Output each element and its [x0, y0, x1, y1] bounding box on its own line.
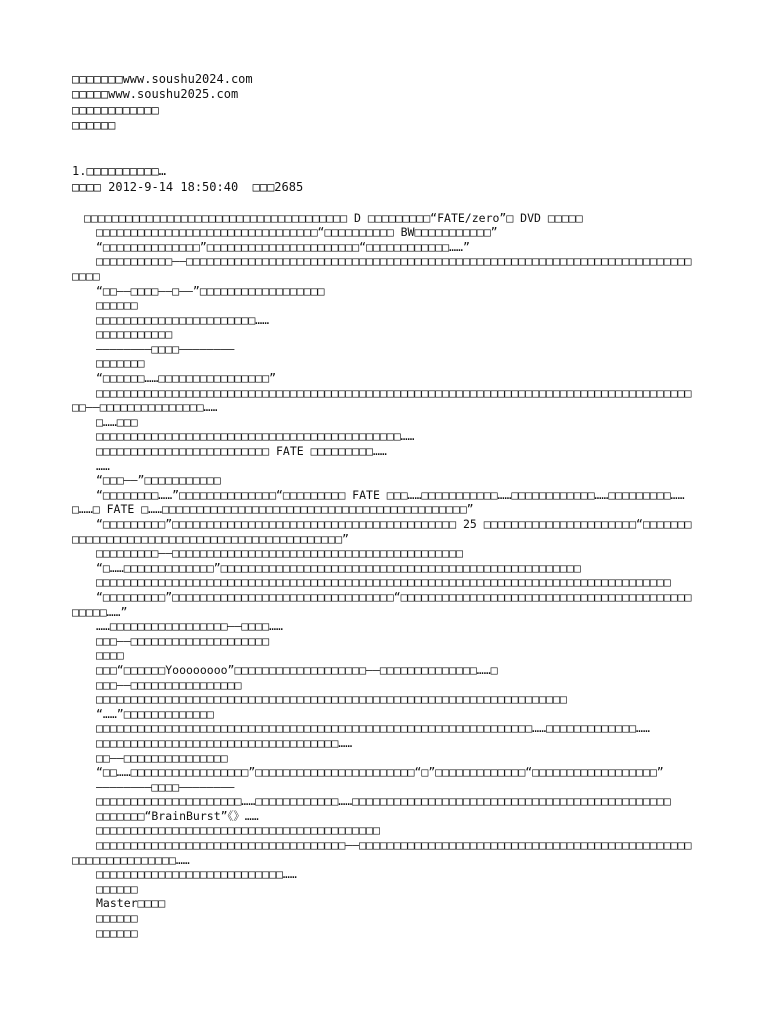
paragraph: □□□——□□□□□□□□□□□□□□□□□□□□ [96, 633, 270, 648]
paragraph: □□□□□□ [96, 911, 138, 926]
paragraph: □□□□□□□□□□□□□□□□□□□□□□□□□ FATE □□□□□□□□□…… [96, 444, 387, 459]
paragraph: “□□——□□□□——□——”□□□□□□□□□□□□□□□□□□ [96, 283, 325, 298]
paragraph: □□□□□□ [96, 881, 138, 896]
paragraph: □□□□□□□□□□□□□□□□□□□□□□□□□□□□□□□□□□□□□□□□□□□□□□□□□□□□□□□□□□□□□□□□□□□□□□□□□□□□□□□□□□□ [96, 575, 671, 590]
paragraph: □□——□□□□□□□□□□□□□□□ [96, 750, 228, 765]
paragraph: “□□□□□□□□……”□□□□□□□□□□□□□□“□□□□□□□□□ FATE □□□……□□□□□□□□□□□……□□□□□□□□□□□□……□□□□□□□□□……□……□ FATE □……□□□□□□□□□□□□□□□□□□□□□□□□□□□□□□□□□□□□□□□□□□□□” [72, 487, 685, 517]
paragraph: □□□□□□□□□□□□□□□□□□□□□□□□□□□□□□□□□□□□——□□□□□□□□□□□□□□□□□□□□□□□□□□□□□□□□□□□□□□□□□□□□□□□□□□□□□□□□□□□□□□□…… [72, 838, 692, 867]
paragraph: □□□□□□□□□□□□□□□□□□□□□□□□□□□□□□□□□□□□□□ D □□□□□□□□□“FATE/zero”□ DVD □□□□□ [84, 210, 583, 225]
paragraph: “……”□□□□□□□□□□□□□ [96, 706, 214, 721]
paragraph: □□□□□□□□□□□□□□□□□□□□□□□□□□□□□□□□“□□□□□□□□□□ BW□□□□□□□□□□□” [96, 225, 498, 240]
paragraph: □□□□□□□□□——□□□□□□□□□□□□□□□□□□□□□□□□□□□□□□□□□□□□□□□□□□ [96, 546, 463, 561]
paragraph: □□□□□□□□□□□□□□□□□□□□□□□□□□□□□□□□□□□…… [96, 735, 353, 750]
article-title: 1.□□□□□□□□□□… [72, 164, 166, 179]
paragraph: □□□□□□□□□□□ [96, 327, 173, 342]
paragraph: □□□□□□□□□□□□□□□□□□□□□……□□□□□□□□□□□□……□□□□□□□□□□□□□□□□□□□□□□□□□□□□□□□□□□□□□□□□□□□□□□ [96, 794, 671, 809]
header-line-4: □□□□□□ [72, 118, 116, 133]
paragraph: “□□□□□□□□□□□□□□”□□□□□□□□□□□□□□□□□□□□□□“□□□□□□□□□□□□……” [96, 239, 470, 254]
header-line-3: □□□□□□□□□□□□ [72, 102, 159, 117]
paragraph: □□□□□□ [96, 298, 138, 313]
header-line-1: □□□□□□□www.soushu2024.com [72, 72, 253, 86]
paragraph: Master□□□□ [96, 896, 166, 911]
paragraph: □□□□□□□ [96, 356, 145, 371]
spacer [72, 195, 696, 210]
paragraph: □□□□ [96, 648, 124, 663]
article-body [72, 211, 696, 941]
paragraph: “□□……□□□□□□□□□□□□□□□□□”□□□□□□□□□□□□□□□□□□□□□□□“□”□□□□□□□□□□□□□“□□□□□□□□□□□□□□□□□□” [96, 765, 664, 780]
paragraph: …… [96, 458, 110, 473]
spacer [72, 134, 696, 165]
paragraph: □□□□□□□□□□□□□□□□□□□□□□□□□□□□□□□□□□□□□□□□□ [96, 823, 380, 838]
paragraph: □□□□□□□□□□□□□□□□□□□□□□□□□□□□□□□□□□□□□□□□□□□□□□□□□□□□□□□□□□□□□□□□□□□□□□□□□□□□□□□□□□□□□□□□——□□□□□□□□□□□□□□□…… [72, 385, 692, 415]
paragraph: “□□□□□□□□□”□□□□□□□□□□□□□□□□□□□□□□□□□□□□□□□□“□□□□□□□□□□□□□□□□□□□□□□□□□□□□□□□□□□□□□□□□□□□□□□□……” [72, 589, 692, 619]
paragraph: □□□□□□□□□□□——□□□□□□□□□□□□□□□□□□□□□□□□□□□□□□□□□□□□□□□□□□□□□□□□□□□□□□□□□□□□□□□□□□□□□□□□□□□□□ [72, 254, 692, 283]
paragraph: □□□□□□□□□□□□□□□□□□□□□□□□□□□…… [96, 867, 297, 882]
paragraph: □□□□□□□□□□□□□□□□□□□□□□□…… [96, 312, 270, 327]
article-meta: □□□□ 2012-9-14 18:50:40 □□□2685 [72, 179, 304, 194]
paragraph: □□□□□□□□□□□□□□□□□□□□□□□□□□□□□□□□□□□□□□□□□□□□□□□□□□□□□□□□□□□□□□□……□□□□□□□□□□□□□…… [96, 721, 650, 736]
paragraph: □□□□□□□“BrainBurst”《》…… [96, 808, 259, 823]
paragraph: □□□□□□□□□□□□□□□□□□□□□□□□□□□□□□□□□□□□□□□□□□□□□□□□□□□□□□□□□□□□□□□□□□□□ [96, 692, 567, 707]
paragraph: “□□□□□□……□□□□□□□□□□□□□□□□” [96, 371, 277, 386]
paragraph: ————————□□□□———————— [96, 341, 235, 356]
paragraph: □……□□□ [96, 414, 138, 429]
header-line-2: □□□□□www.soushu2025.com [72, 87, 239, 102]
document-page [72, 72, 696, 940]
paragraph: “□□□□□□□□□”□□□□□□□□□□□□□□□□□□□□□□□□□□□□□□□□□□□□□□□□□ 25 □□□□□□□□□□□□□□□□□□□□□□“□□□□□□□□□□□□□□□□□□□□□□□□□□□□□□□□□□□□□□□□□□□□□□” [72, 517, 692, 546]
paragraph: □□□□□□ [96, 925, 138, 940]
paragraph: □□□□□□□□□□□□□□□□□□□□□□□□□□□□□□□□□□□□□□□□□□□□…… [96, 429, 415, 444]
paragraph: □□□——□□□□□□□□□□□□□□□□ [96, 677, 242, 692]
paragraph: ————————□□□□———————— [96, 779, 235, 794]
paragraph: □□□“□□□□□□Yoooooooo”□□□□□□□□□□□□□□□□□□□——□□□□□□□□□□□□□□……□ [96, 662, 498, 677]
paragraph: ……□□□□□□□□□□□□□□□□□——□□□□…… [96, 619, 283, 634]
paragraph: “□□□——”□□□□□□□□□□□ [96, 473, 221, 488]
paragraph: “□……□□□□□□□□□□□□□”□□□□□□□□□□□□□□□□□□□□□□□□□□□□□□□□□□□□□□□□□□□□□□□□□□□□ [96, 560, 581, 575]
